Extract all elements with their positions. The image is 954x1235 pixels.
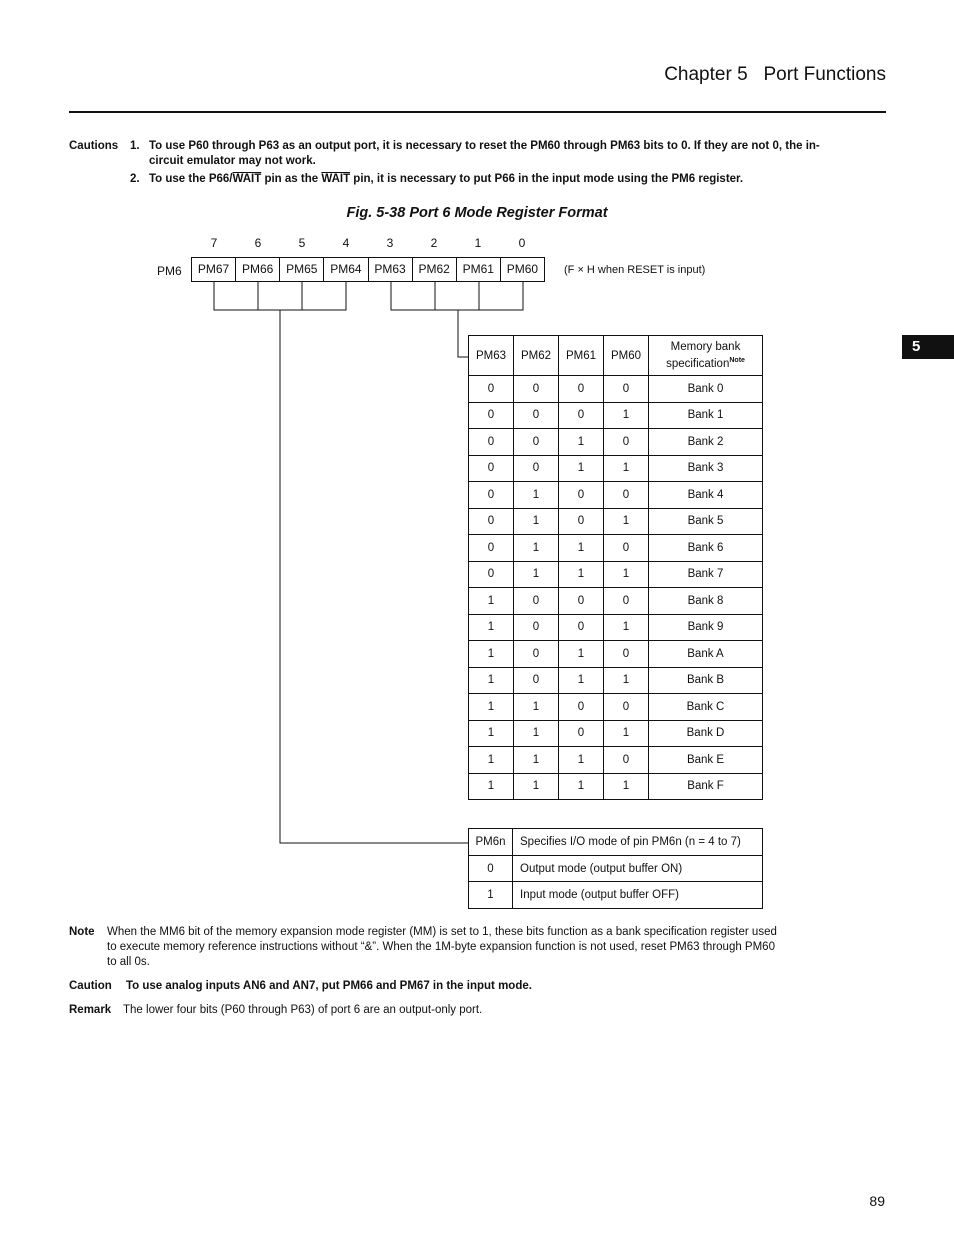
table-cell: Bank 5 [649, 508, 763, 535]
table-cell: 0 [604, 535, 649, 562]
caution-label: Caution [69, 980, 112, 992]
table-row [469, 455, 763, 482]
table-cell: Input mode (output buffer OFF) [513, 882, 763, 909]
table-cell: 1 [514, 694, 559, 721]
table-cell: Output mode (output buffer ON) [513, 856, 763, 882]
caution-2-text: To use the P66/WAIT pin as the WAIT pin, it is necessary to put P66 in the input mode using the PM6 register. [149, 173, 744, 185]
register-name: PM6 [157, 264, 182, 278]
table-cell: 0 [469, 508, 514, 535]
table-cell: 1 [559, 535, 604, 562]
figure-title: Fig. 5-38 Port 6 Mode Register Format [346, 205, 608, 221]
table-cell: 1 [514, 482, 559, 509]
bit-number: 2 [430, 236, 438, 250]
caution-text: To use analog inputs AN6 and AN7, put PM66 and PM67 in the input mode. [126, 980, 532, 992]
table-cell: 1 [604, 508, 649, 535]
caution-1-line2: circuit emulator may not work. [149, 155, 316, 167]
table-row [469, 535, 763, 562]
table-cell: 0 [559, 614, 604, 641]
table-cell: Bank 1 [649, 402, 763, 429]
table-cell: 1 [604, 720, 649, 747]
pm6n-mode-table [468, 828, 763, 909]
table-cell: 1 [559, 429, 604, 456]
table-row [469, 376, 763, 403]
table-row [469, 561, 763, 588]
table-cell: 0 [469, 561, 514, 588]
caution-1-num: 1. [130, 140, 140, 152]
table-row [469, 429, 763, 456]
column-header: PM63 [469, 336, 514, 376]
table-cell: 0 [604, 747, 649, 774]
table-cell: 0 [604, 694, 649, 721]
wait-signal-2: WAIT [321, 173, 351, 185]
table-cell: 1 [604, 773, 649, 800]
column-header: PM6n [469, 829, 513, 856]
table-row [469, 856, 763, 882]
table-row [469, 720, 763, 747]
table-cell: 1 [469, 720, 514, 747]
register-bit: PM62 [412, 258, 456, 281]
remark-text: The lower four bits (P60 through P63) of port 6 are an output-only port. [123, 1004, 483, 1016]
table-cell: 1 [559, 455, 604, 482]
table-cell: 0 [469, 482, 514, 509]
chapter-label: Chapter 5 [664, 64, 748, 85]
table-cell: 0 [469, 429, 514, 456]
table-cell: 1 [469, 773, 514, 800]
table-row [469, 508, 763, 535]
table-cell: 1 [469, 747, 514, 774]
table-cell: 1 [604, 402, 649, 429]
bit-number: 4 [342, 236, 350, 250]
table-cell: 0 [559, 694, 604, 721]
table-cell: 1 [514, 561, 559, 588]
table-cell: Bank 8 [649, 588, 763, 615]
table-cell: 0 [559, 376, 604, 403]
table-row [469, 614, 763, 641]
column-header: Memory bank specification$^{Note}$ [649, 336, 763, 376]
table-cell: 1 [469, 882, 513, 909]
bit-number: 5 [298, 236, 306, 250]
table-cell: 1 [469, 667, 514, 694]
table-cell: 0 [514, 588, 559, 615]
note-line-3: to all 0s. [107, 956, 150, 968]
table-cell: 0 [559, 588, 604, 615]
table-cell: 0 [514, 376, 559, 403]
remark-label: Remark [69, 1004, 112, 1016]
reset-note: (F × H when RESET is input) [564, 264, 706, 276]
table-cell: Bank F [649, 773, 763, 800]
register-bit: PM64 [323, 258, 367, 281]
table-cell: 0 [514, 402, 559, 429]
table-cell: 1 [559, 667, 604, 694]
register-bit: PM67 [197, 262, 230, 276]
table-cell: Bank 6 [649, 535, 763, 562]
table-cell: Bank 4 [649, 482, 763, 509]
page-number: 89 [869, 1193, 885, 1209]
table-cell: 1 [559, 641, 604, 668]
table-header-row [469, 336, 763, 376]
bit-number: 7 [210, 236, 218, 250]
table-cell: Bank 0 [649, 376, 763, 403]
bit-number: 3 [386, 236, 394, 250]
table-cell: 1 [514, 773, 559, 800]
memory-bank-table [468, 335, 763, 800]
table-cell: Bank 7 [649, 561, 763, 588]
column-header: PM62 [514, 336, 559, 376]
table-cell: 1 [604, 614, 649, 641]
table-cell: 0 [514, 429, 559, 456]
note-line-1: When the MM6 bit of the memory expansion mode register (MM) is set to 1, these bits function as a bank specification register used [107, 926, 777, 938]
table-cell: 1 [559, 561, 604, 588]
table-cell: 1 [514, 535, 559, 562]
table-cell: 0 [604, 429, 649, 456]
table-cell: 1 [559, 747, 604, 774]
table-cell: 0 [469, 535, 514, 562]
table-cell: Bank A [649, 641, 763, 668]
table-row [469, 402, 763, 429]
cautions-label: Cautions [69, 140, 119, 152]
table-cell: 0 [514, 614, 559, 641]
table-cell: 1 [469, 588, 514, 615]
table-cell: 1 [469, 614, 514, 641]
table-row [469, 747, 763, 774]
note-marker: Note [729, 357, 745, 365]
table-cell: 1 [604, 455, 649, 482]
table-cell: 0 [559, 508, 604, 535]
table-cell: 0 [559, 720, 604, 747]
table-cell: 1 [604, 667, 649, 694]
table-cell: Bank 2 [649, 429, 763, 456]
table-cell: Bank 9 [649, 614, 763, 641]
register-bit: PM63 [368, 258, 412, 281]
column-header: PM60 [604, 336, 649, 376]
table-cell: 0 [469, 402, 514, 429]
table-cell: 0 [469, 856, 513, 882]
table-row [469, 882, 763, 909]
table-cell: Bank C [649, 694, 763, 721]
register-bit: PM65 [279, 258, 323, 281]
bit-number: 1 [474, 236, 482, 250]
table-cell: Bank E [649, 747, 763, 774]
table-cell: 0 [604, 641, 649, 668]
register-bit: PM66 [235, 258, 279, 281]
table-cell: 0 [514, 667, 559, 694]
table-row [469, 694, 763, 721]
table-row [469, 667, 763, 694]
table-cell: 0 [559, 402, 604, 429]
table-cell: 1 [469, 641, 514, 668]
table-cell: 0 [514, 641, 559, 668]
column-header: PM61 [559, 336, 604, 376]
table-cell: 0 [469, 455, 514, 482]
table-row [469, 773, 763, 800]
table-cell: Bank B [649, 667, 763, 694]
caution-1-line1: To use P60 through P63 as an output port, it is necessary to reset the PM60 through PM63 bits to 0. If they are not 0, the in- [149, 140, 820, 152]
table-cell: Bank D [649, 720, 763, 747]
column-header: Specifies I/O mode of pin PM6n (n = 4 to 7) [513, 829, 763, 856]
table-row [469, 641, 763, 668]
chapter-title: Port Functions [763, 64, 886, 85]
table-cell: 1 [559, 773, 604, 800]
register-bit: PM61 [456, 258, 500, 281]
table-cell: 0 [469, 376, 514, 403]
table-row [469, 482, 763, 509]
table-cell: 1 [514, 747, 559, 774]
register-bit: PM60 [500, 258, 544, 281]
wait-signal-1: WAIT [232, 173, 262, 185]
table-row [469, 588, 763, 615]
bit-number: 0 [518, 236, 526, 250]
table-cell: Bank 3 [649, 455, 763, 482]
caution-2-num: 2. [130, 173, 140, 185]
table-cell: 0 [604, 376, 649, 403]
table-cell: 1 [514, 720, 559, 747]
table-cell: 1 [604, 561, 649, 588]
table-cell: 0 [604, 482, 649, 509]
table-cell: 0 [514, 455, 559, 482]
table-cell: 1 [469, 694, 514, 721]
table-header-row [469, 829, 763, 856]
bit-number: 6 [254, 236, 262, 250]
chapter-side-tab: 5 [902, 335, 954, 359]
table-cell: 1 [514, 508, 559, 535]
table-cell: 0 [604, 588, 649, 615]
note-label: Note [69, 926, 95, 938]
table-cell: 0 [559, 482, 604, 509]
note-line-2: to execute memory reference instructions without “&”. When the 1M-byte expansion function is not used, reset PM63 through PM60 [107, 941, 775, 953]
